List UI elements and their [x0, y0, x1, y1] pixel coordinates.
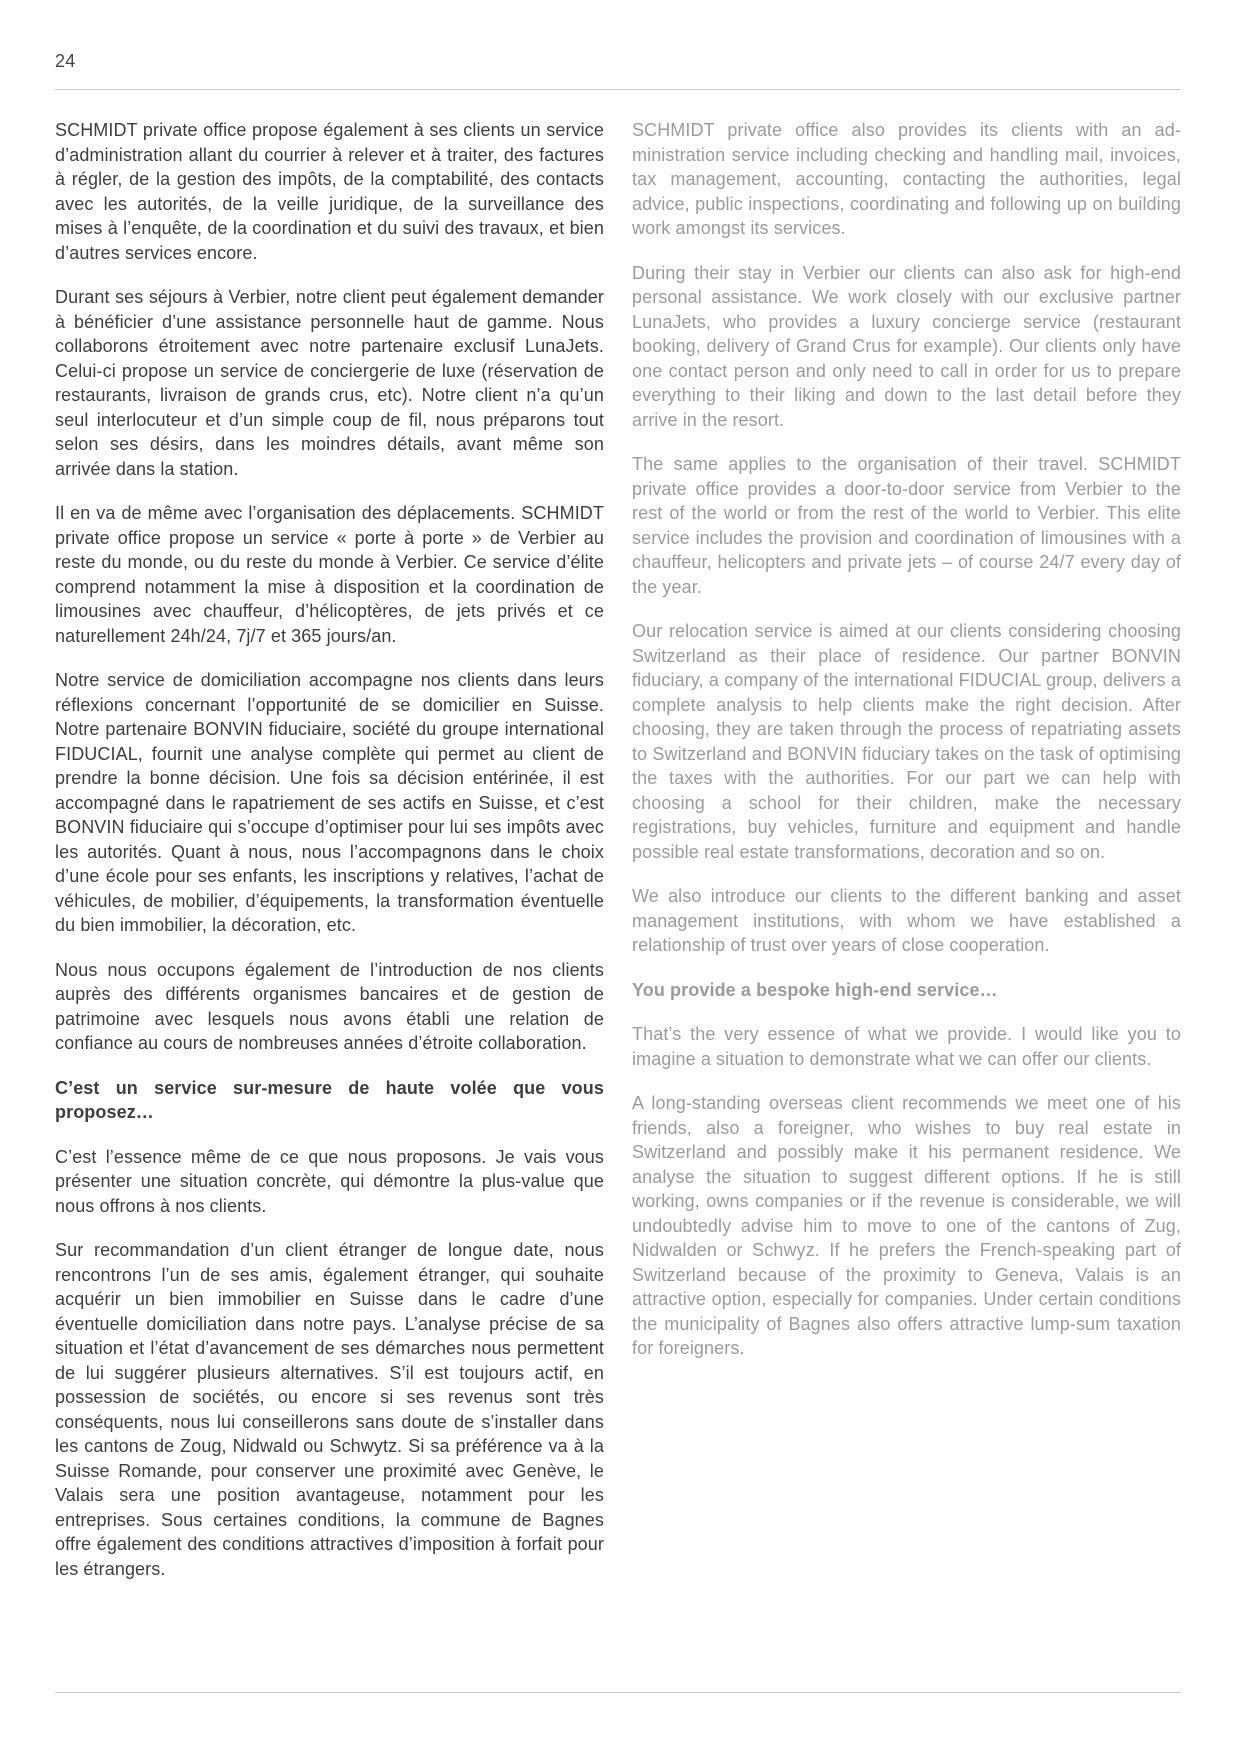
- header-rule: [55, 89, 1181, 90]
- body-paragraph: The same applies to the organisation of their travel. SCHMIDT private office provides a door-to-door service from Verbier to the rest of the world or from the rest of the world to Verbier. This elite service includes the provision and coordination of limousines with a chauffeur, helicopters and private jets – of course 24/7 every day of the year.: [632, 454, 1181, 597]
- body-paragraph: Our relocation service is aimed at our clients considering choosing Switzerland as their place of residence. Our partner BONVIN fiduciary, a company of the international FIDUCIAL group, delivers a complete analysis to help clients make the right decision. After choosing, they are taken through the process of repatriating assets to Switzerland and BONVIN fiduciary takes on the task of optimising the taxes with the authorities. For our part we can help with choosing a school for their children, make the necessary registrations, buy vehicles, furniture and equipment and handle possible real estate transformations, decoration and so on.: [632, 621, 1181, 862]
- body-paragraph: SCHMIDT private office propose également à ses clients un service d’administration allant du courrier à relever et à traiter, des factures à régler, de la gestion des impôts, de la comptabilité, des contacts avec les autorités, de la veille juridique, de la surveillance des mises à l’enquête, de la coordination et du suivi des travaux, et bien d’autres services encore.: [55, 120, 604, 263]
- body-paragraph: That’s the very essence of what we provide. I would like you to imagine a situation to demonstrate what we can offer our clients.: [632, 1024, 1181, 1069]
- french-column: [55, 118, 604, 1601]
- english-column: [632, 118, 1181, 1601]
- body-paragraph: During their stay in Verbier our clients can also ask for high-end personal assistance. We work closely with our exclusive partner LunaJets, who provides a luxury concierge service (restaurant booking, delivery of Grand Crus for example). Our clients only have one contact person and only need to call in order for us to prepare everything to their liking and down to the last detail before they arrive in the resort.: [632, 262, 1181, 430]
- question-heading: C’est un service sur-mesure de haute volée que vous proposez…: [55, 1077, 604, 1122]
- question-heading: You provide a bespoke high-end service…: [632, 979, 998, 1000]
- body-paragraph: Durant ses séjours à Verbier, notre client peut également demander à bénéficier d’une assistance personnelle haut de gamme. Nous collaborons étroitement avec notre partenaire exclusif LunaJets. Celui-ci propose un service de conciergerie de luxe (réservation de restaurants, livraison de grands crus, etc). Notre client n’a qu’un seul interlocuteur et d’un simple coup de fil, nous préparons tout selon ses désirs, dans les moindres détails, avant même son arrivée dans la station.: [55, 287, 604, 479]
- footer-rule: [55, 1692, 1181, 1693]
- body-paragraph: Il en va de même avec l’organisation des déplacements. SCHMIDT private office propose un service « porte à porte » de Verbier au reste du monde, ou du reste du monde à Verbier. Ce service d’élite comprend notamment la mise à disposition et la coordination de limousines avec chauffeur, d’hélicoptères, de jets privés et ce naturellement 24h/24, 7j/7 et 365 jours/an.: [55, 503, 604, 646]
- body-paragraph: A long-standing overseas client recommends we meet one of his friends, also a foreigner, who wishes to buy real estate in Switzerland and possibly make it his permanent residence. We analyse the situation to suggest different options. If he is still working, owns companies or if the revenue is considerable, we will undoubtedly advise him to move to one of the cantons of Zug, Nidwalden or Schwyz. If he prefers the French-speaking part of Switzerland because of the proximity to Geneva, Valais is an attractive option, especially for companies. Under certain conditions the municipality of Bagnes also offers attractive lump-sum taxation for foreigners.: [632, 1093, 1181, 1358]
- body-paragraph: C’est l’essence même de ce que nous proposons. Je vais vous présenter une situation concrète, qui démontre la plus-value que nous offrons à nos clients.: [55, 1146, 604, 1216]
- body-paragraph: SCHMIDT private office also provides its clients with an ad-ministration service including checking and handling mail, invoices, tax management, accounting, contacting the authorities, legal advice, public inspections, coordinating and following up on building work amongst its services.: [632, 120, 1181, 238]
- body-paragraph: We also introduce our clients to the different banking and asset management institutions, with whom we have established a relationship of trust over years of close cooperation.: [632, 886, 1181, 955]
- body-paragraph: Notre service de domiciliation accompagne nos clients dans leurs réflexions concernant l’opportunité de se domicilier en Suisse. Notre partenaire BONVIN fiduciaire, société du groupe international FIDUCIAL, fournit une analyse complète qui permet au client de prendre la bonne décision. Une fois sa décision entérinée, il est accompagné dans le rapatriement de ses actifs en Suisse, et c’est BONVIN fiduciaire qui s’occupe d’optimiser pour lui ses impôts avec les autorités. Quant à nous, nous l’accompagnons dans le choix d’une école pour ses enfants, les inscriptions y relatives, l’achat de véhicules, de mobilier, d’équipements, la transformation éventuelle du bien immobilier, la décoration, etc.: [55, 670, 604, 935]
- page-header: [55, 50, 1181, 90]
- page-number: 24: [55, 51, 76, 71]
- article-body: [55, 118, 1181, 1601]
- body-paragraph: Sur recommandation d’un client étranger de longue date, nous rencontrons l’un de ses amis, également étranger, qui souhaite acquérir un bien immobilier en Suisse dans le cadre d’une éventuelle domiciliation dans notre pays. L’analyse précise de sa situation et l’état d’avancement de ses démarches nous permettent de lui suggérer plusieurs alternatives. S’il est toujours actif, en possession de sociétés, ou encore si ses revenus sont très conséquents, nous lui conseillerons sans doute de s’installer dans les cantons de Zoug, Nidwald ou Schwytz. Si sa préférence va à la Suisse Romande, pour conserver une proximité avec Genève, le Valais sera une position avantageuse, notamment pour les entreprises. Sous certaines conditions, la commune de Bagnes offre également des conditions attractives d’imposition à forfait pour les étrangers.: [55, 1240, 604, 1579]
- body-paragraph: Nous nous occupons également de l’introduction de nos clients auprès des différents organismes bancaires et de gestion de patrimoine avec lesquels nous avons établi une relation de confiance au cours de nombreuses années d’étroite collaboration.: [55, 959, 604, 1053]
